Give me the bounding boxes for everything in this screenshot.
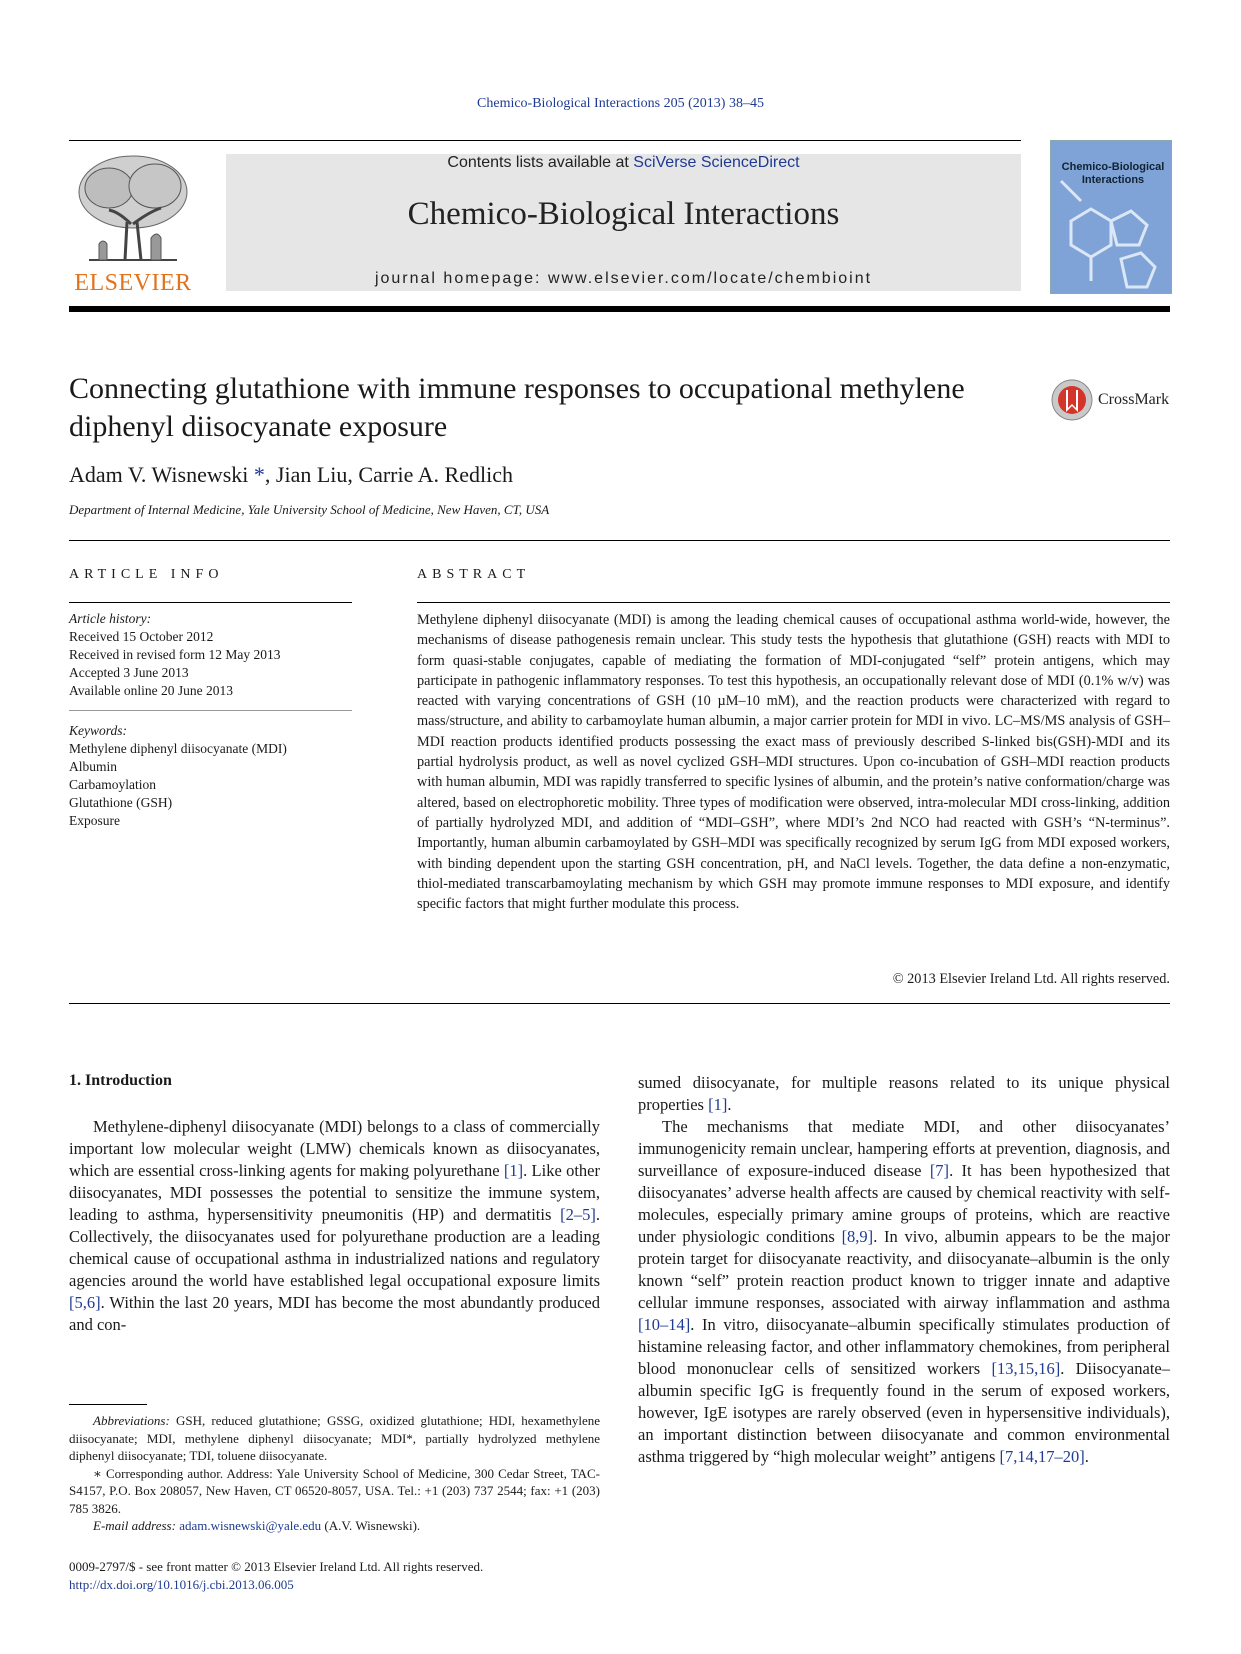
- top-rule: [69, 140, 1021, 141]
- journal-title: Chemico-Biological Interactions: [407, 196, 840, 232]
- intro-paragraph-1: [69, 1116, 600, 1336]
- text-run: sumed diisocyanate, for multiple reasons related to its unique physical properties: [638, 1073, 1170, 1114]
- keywords-label: Keywords:: [69, 723, 127, 738]
- article-info-heading: ARTICLE INFO: [69, 567, 224, 582]
- intro-paragraph-2: [638, 1116, 1170, 1468]
- abstract-heading: ABSTRACT: [417, 567, 531, 582]
- history-rule: [69, 710, 352, 711]
- article-history: [69, 610, 352, 700]
- email-label: E-mail address:: [93, 1518, 176, 1533]
- history-revised: Received in revised form 12 May 2013: [69, 647, 281, 662]
- contents-line: [226, 154, 1021, 172]
- history-accepted: Accepted 3 June 2013: [69, 665, 189, 680]
- text-run: .: [727, 1095, 732, 1114]
- article-info-rule: [69, 602, 352, 603]
- abstract-text: Methylene diphenyl diisocyanate (MDI) is among the leading chemical causes of occupational asthma world-wide, however, the mechanisms of disease pathogenesis remain unclear. This study tests the hypothesis that glutathione (GSH) reacts with MDI to form quasi-stable conjugates, capable of mediating the formation of MDI-conjugated “self” protein antigens, which may participate in pathogenic inflammatory responses. To test this hypothesis, an occupationally relevant dose of MDI (0.1% w/v) was reacted with varying concentrations of GSH (10 µM–10 mM), and the reaction products were characterized with regard to mass/structure, and ability to carbamoylate human albumin, a major carrier protein for MDI in vivo. LC–MS/MS analysis of GSH–MDI reaction products identified products possessing the exact mass of previously described S-linked bis(GSH)-MDI and its partial hydrolysis product, as well as novel cyclized GSH–MDI structures. Upon co-incubation of GSH–MDI reaction products with human albumin, MDI was rapidly transferred to specific lysines of albumin, and the protein’s native conformation/charge was altered, based on electrophoretic mobility. Three types of modification were observed, intra-molecular MDI cross-linking, addition of partially hydrolyzed MDI, and addition of “MDI–GSH”, where MDI’s 2nd NCO had reacted with GSH’s “N-terminus”. Importantly, human albumin carbamoylated by GSH–MDI was specifically recognized by serum IgG from MDI exposed workers, with binding dependent upon the starting GSH concentration, pH, and NaCl levels. Together, the data define a non-enzymatic, thiol-mediated transcarbamoylating mechanism by which GSH may promote immune responses to MDI exposure, and identify specific factors that might further modulate this process.: [417, 612, 1170, 913]
- keyword-item: Albumin: [69, 759, 118, 774]
- text-run: . Within the last 20 years, MDI has become the most abundantly produced and con-: [69, 1293, 600, 1334]
- page-footer: [69, 1558, 483, 1594]
- keywords: [69, 722, 352, 830]
- email-link[interactable]: adam.wisnewski@yale.edu: [179, 1518, 322, 1533]
- history-label: Article history:: [69, 611, 152, 626]
- text-run: . It has been hypothesized that diisocyanates’ adverse health affects are caused by chemical reactivity with self-molecules, especially primary amine groups of proteins, which are reactive under physiologic conditions: [638, 1161, 1170, 1246]
- citation-link[interactable]: [1]: [503, 1161, 524, 1180]
- keyword-item: Exposure: [69, 813, 120, 828]
- section-heading-introduction: 1. Introduction: [69, 1072, 172, 1089]
- co-authors: , Jian Liu, Carrie A. Redlich: [264, 462, 513, 487]
- keyword-item: Methylene diphenyl diisocyanate (MDI): [69, 741, 287, 756]
- text-run: . Diisocyanate–albumin specific IgG is frequently found in the serum of exposed workers, however, IgE isotypes are rarely observed (even in hypersensitive individuals), an important distinction between diisocyanate and common environmental asthma triggered by “high molecular weight” antigens: [638, 1359, 1170, 1466]
- journal-homepage[interactable]: journal homepage: www.elsevier.com/locate/chembioint: [374, 270, 873, 287]
- text-run: The mechanisms that mediate MDI, and other diisocyanates’ immunogenicity remain unclear, hampering efforts at prevention, diagnosis, and surveillance of exposure-induced disease: [638, 1117, 1170, 1180]
- citation-link[interactable]: [10–14]: [638, 1315, 691, 1334]
- history-online: Available online 20 June 2013: [69, 683, 233, 698]
- text-run: . In vitro, diisocyanate–albumin specifically stimulates production of histamine releasing factor, and other inflammatory chemokines, from peripheral blood mononuclear cells of sensitized workers: [638, 1315, 1170, 1378]
- abbreviations-text: GSH, reduced glutathione; GSSG, oxidized glutathione; HDI, hexamethylene diisocyanate; MDI, methylene diphenyl diisocyanate; MDI*, partially hydrolyzed methylene diphenyl diisocyanate; TDI, toluene diisocyanate.: [69, 1413, 600, 1463]
- publisher-wordmark: ELSEVIER: [74, 270, 192, 296]
- citation-link[interactable]: [5,6]: [69, 1293, 101, 1312]
- text-run: Methylene-diphenyl diisocyanate (MDI) belongs to a class of commercially important low molecular weight (LMW) chemicals known as diisocyanates, which are essential cross-linking agents for making polyurethane: [69, 1117, 600, 1180]
- issn-line: 0009-2797/$ - see front matter © 2013 Elsevier Ireland Ltd. All rights reserved.: [69, 1559, 484, 1574]
- article-title: Connecting glutathione with immune responses to occupational methylene diphenyl diisocyanate exposure: [69, 372, 965, 443]
- abstract-rule: [417, 602, 1170, 603]
- text-run: .: [1084, 1447, 1089, 1466]
- crossmark-icon: [1050, 378, 1094, 422]
- contents-prefix: Contents lists available at: [447, 154, 634, 171]
- abstract-bottom-rule: [69, 1003, 1170, 1004]
- footnote-corresponding: ∗ Corresponding author. Address: Yale University School of Medicine, 300 Cedar Street, TAC-S4157, P.O. Box 208057, New Haven, CT 06520-8057, USA. Tel.: +1 (203) 737 2544; fax: +1 (203) 785 3826.: [69, 1465, 600, 1516]
- abstract-copyright: © 2013 Elsevier Ireland Ltd. All rights reserved.: [892, 971, 1170, 987]
- crossmark-badge[interactable]: [1050, 378, 1180, 422]
- crossmark-label: CrossMark: [1098, 391, 1170, 408]
- author-list: [69, 462, 513, 488]
- body-column-left: [69, 1116, 600, 1336]
- footnote-abbreviations: [69, 1412, 600, 1465]
- sciencedirect-link[interactable]: SciVerse ScienceDirect: [633, 154, 800, 171]
- citation-link[interactable]: [1]: [708, 1095, 728, 1114]
- keyword-item: Glutathione (GSH): [69, 795, 173, 810]
- footnote-rule: [69, 1404, 147, 1405]
- body-column-right: [638, 1072, 1170, 1468]
- text-run: . In vivo, albumin appears to be the major protein target for diisocyanate reactivity, and diisocyanate–albumin is the only known “self” protein reaction product known to trigger innate and adaptive cellular immune responses, associated with airway inflammation and asthma: [638, 1227, 1170, 1312]
- citation-link[interactable]: [8,9]: [841, 1227, 874, 1246]
- citation-link[interactable]: [2–5]: [560, 1205, 596, 1224]
- abbreviations-label: Abbreviations:: [93, 1413, 170, 1428]
- citation-link[interactable]: [13,15,16]: [991, 1359, 1061, 1378]
- corresponding-author-marker[interactable]: *: [248, 462, 265, 487]
- text-run: . Like other diisocyanates, MDI possesses the potential to sensitize the immune system, leading to asthma, hypersensitivity pneumonitis (HP) and dermatitis: [69, 1161, 600, 1224]
- journal-reference[interactable]: Chemico-Biological Interactions 205 (2013) 38–45: [477, 96, 764, 111]
- cover-title: Chemico-Biological Interactions: [1061, 161, 1165, 186]
- email-suffix: (A.V. Wisnewski).: [321, 1518, 421, 1533]
- intro-paragraph-continued: [638, 1072, 1170, 1116]
- footnote-email: [69, 1517, 600, 1535]
- doi-link[interactable]: http://dx.doi.org/10.1016/j.cbi.2013.06.005: [69, 1577, 294, 1592]
- text-run: . Collectively, the diisocyanates used for polyurethane production are a leading chemical cause of occupational asthma in industrialized nations and regulatory agencies around the world have established legal occupational exposure limits: [69, 1205, 600, 1290]
- citation-link[interactable]: [7,14,17–20]: [999, 1447, 1085, 1466]
- keyword-item: Carbamoylation: [69, 777, 156, 792]
- lead-author: Adam V. Wisnewski: [69, 462, 249, 487]
- citation-link[interactable]: [7]: [929, 1161, 950, 1180]
- journal-cover-thumbnail: [1050, 140, 1172, 294]
- header-thick-rule: [69, 306, 1170, 312]
- history-received: Received 15 October 2012: [69, 629, 214, 644]
- affiliation: Department of Internal Medicine, Yale University School of Medicine, New Haven, CT, USA: [69, 502, 550, 517]
- title-block-rule: [69, 540, 1170, 541]
- footnotes: [69, 1412, 600, 1535]
